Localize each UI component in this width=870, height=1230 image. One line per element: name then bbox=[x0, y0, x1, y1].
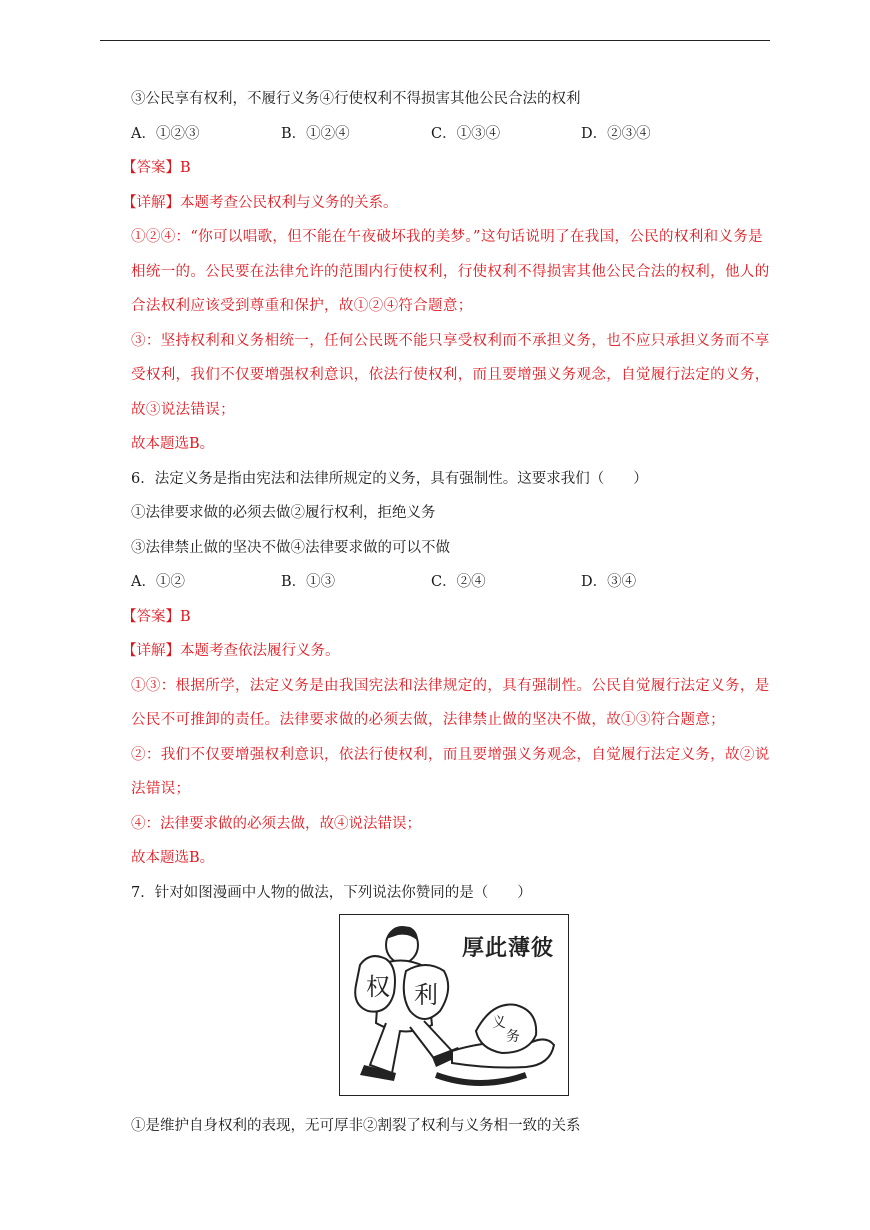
q7-statements bbox=[131, 1109, 771, 1144]
q6-options bbox=[131, 565, 771, 600]
q5-explanation-2: ③：坚持权利和义务相统一，任何公民既不能只享受权利而不承担义务，也不应只承担义务而不享受权利，我们不仅要增强权利意识，依法行使权利，而且要增强义务观念，自觉履行法定的义务，故③说法错误； bbox=[131, 332, 770, 418]
cartoon-image bbox=[339, 914, 569, 1096]
q6-option-d: D．③④ bbox=[581, 574, 637, 590]
q6-explanation-1: ①③：根据所学，法定义务是由我国宪法和法律规定的，具有强制性。公民自觉履行法定义务，是公民不可推卸的责任。法律要求做的必须去做，法律禁止做的坚决不做，故①③符合题意； bbox=[131, 677, 770, 728]
q5-detail-heading: 【详解】本题考查公民权利与义务的关系。 bbox=[122, 194, 398, 211]
document-body bbox=[122, 82, 771, 910]
cartoon-title: 厚此薄彼 bbox=[462, 936, 555, 961]
bag-2-label: 利 bbox=[414, 982, 438, 1009]
q6-stem: 6．法定义务是指由宪法和法律所规定的义务，具有强制性。这要求我们（ ） bbox=[131, 470, 648, 487]
q5-option-b: B．①②④ bbox=[281, 125, 350, 142]
q6-conclusion: 故本题选B。 bbox=[131, 850, 215, 866]
q6-option-a: A．①② bbox=[131, 574, 185, 590]
q7-stem: 7．针对如图漫画中人物的做法，下列说法你赞同的是（ ） bbox=[131, 884, 532, 901]
q5-option-d: D．②③④ bbox=[581, 125, 651, 142]
scroll-label-2: 务 bbox=[506, 1028, 520, 1044]
q5-options bbox=[131, 117, 771, 152]
q5-option-c: C．①③④ bbox=[431, 125, 501, 142]
header-rule bbox=[100, 40, 770, 41]
q6-answer: 【答案】B bbox=[122, 608, 191, 625]
q6-option-c: C．②④ bbox=[431, 574, 486, 590]
q6-statements-1-2: ①法律要求做的必须去做②履行权利，拒绝义务 bbox=[131, 505, 436, 521]
scroll-label-1: 义 bbox=[492, 1014, 506, 1030]
q5-explanation-1: ①②④：“你可以唱歌，但不能在午夜破坏我的美梦。”这句话说明了在我国，公民的权利和义务是相统一的。公民要在法律允许的范围内行使权利，行使权利不得损害其他公民合法的权利，他人的合法权利应该受到尊重和保护，故①②④符合题意； bbox=[131, 229, 770, 314]
q5-option-a: A．①②③ bbox=[131, 125, 200, 142]
q6-option-b: B．①③ bbox=[281, 574, 336, 590]
bag-1-label: 权 bbox=[366, 974, 390, 1001]
q5-answer: 【答案】B bbox=[122, 160, 191, 176]
q6-statements-3-4: ③法律禁止做的坚决不做④法律要求做的可以不做 bbox=[131, 539, 450, 556]
cartoon-drawing bbox=[340, 915, 568, 1095]
q6-explanation-2: ②：我们不仅要增强权利意识，依法行使权利，而且要增强义务观念，自觉履行法定义务，故②说法错误； bbox=[131, 746, 770, 797]
q6-explanation-3: ④：法律要求做的必须去做，故④说法错误； bbox=[131, 815, 421, 832]
q6-detail-heading: 【详解】本题考查依法履行义务。 bbox=[122, 643, 340, 659]
q5-conclusion: 故本题选B。 bbox=[131, 436, 215, 452]
q7-statements-1-2: ①是维护自身权利的表现，无可厚非②割裂了权利与义务相一致的关系 bbox=[131, 1118, 581, 1134]
q5-statement-3-4: ③公民享有权利，不履行义务④行使权利不得损害其他公民合法的权利 bbox=[131, 91, 581, 107]
